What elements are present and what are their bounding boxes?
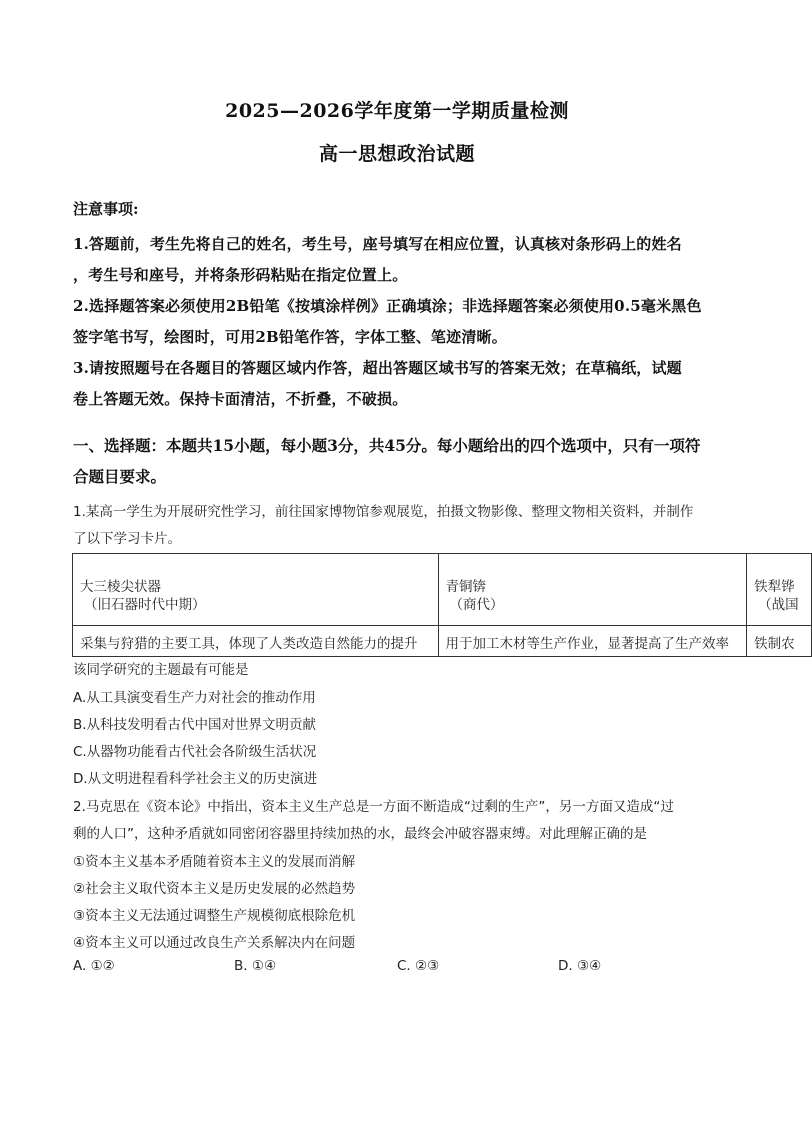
- question-1-stem: 1.某高一学生为开展研究性学习，前往国家博物馆参观展览，拍摄文物影像、整理文物相关资料，并制作: [73, 504, 694, 520]
- question-2-statement: ③资本主义无法通过调整生产规模彻底根除危机: [73, 908, 356, 924]
- table-cell: [73, 554, 439, 626]
- question-1-option-a: A.从工具演变看生产力对社会的推动作用: [73, 690, 316, 706]
- artifact-name: 青铜锛: [445, 579, 487, 595]
- study-card-table: [72, 553, 812, 657]
- artifact-description: 用于加工木材等生产作业，显著提高了生产效率: [438, 626, 747, 657]
- exam-title: 2025—2026学年度第一学期质量检测: [225, 100, 569, 122]
- question-2-stem-cont: 剩的人口”，这种矛盾就如同密闭容器里持续加热的水，最终会冲破容器束缚。对此理解正确的是: [73, 826, 647, 842]
- question-2-option-d: D. ③④: [558, 958, 602, 974]
- notice-line: ，考生号和座号，并将条形码粘贴在指定位置上。: [73, 266, 408, 284]
- question-2-option-b: B. ①④: [234, 958, 277, 974]
- question-2-statement: ②社会主义取代资本主义是历史发展的必然趋势: [73, 881, 356, 897]
- notice-heading: 注意事项:: [73, 200, 139, 218]
- notice-line: 1.答题前，考生先将自己的姓名，考生号，座号填写在相应位置，认真核对条形码上的姓名: [73, 235, 682, 253]
- artifact-era: （战国: [758, 597, 799, 613]
- table-row: [73, 554, 812, 626]
- question-1-stem-cont: 了以下学习卡片。: [73, 531, 181, 547]
- question-2-option-c: C. ②③: [397, 958, 440, 974]
- section-heading: 一、选择题：本题共15小题，每小题3分，共45分。每小题给出的四个选项中，只有一项符: [73, 436, 701, 455]
- table-cell: [747, 554, 812, 626]
- question-2-statement: ①资本主义基本矛盾随着资本主义的发展而消解: [73, 854, 356, 870]
- question-1-option-c: C.从器物功能看古代社会各阶级生活状况: [73, 744, 317, 760]
- artifact-name: 大三棱尖状器: [80, 579, 161, 595]
- artifact-era: （商代）: [449, 597, 504, 613]
- question-2-stem: 2.马克思在《资本论》中指出，资本主义生产总是一方面不断造成“过剩的生产”，另一方面又造成“过: [73, 799, 674, 815]
- artifact-description: 铁制农: [747, 626, 812, 657]
- question-1-option-b: B.从科技发明看古代中国对世界文明贡献: [73, 717, 317, 733]
- artifact-description: 采集与狩猎的主要工具，体现了人类改造自然能力的提升: [73, 626, 439, 657]
- question-2-statement: ④资本主义可以通过改良生产关系解决内在问题: [73, 935, 356, 951]
- section-heading-cont: 合题目要求。: [73, 467, 167, 486]
- notice-line: 2.选择题答案必须使用2B铅笔《按填涂样例》正确填涂；非选择题答案必须使用0.5毫米黑色: [73, 297, 702, 315]
- notice-line: 3.请按照题号在各题目的答题区域内作答，超出答题区域书写的答案无效；在草稿纸，试题: [73, 359, 682, 377]
- notice-line: 签字笔书写，绘图时，可用2B铅笔作答，字体工整、笔迹清晰。: [73, 328, 507, 346]
- artifact-era: （旧石器时代中期）: [84, 597, 206, 613]
- artifact-name: 铁犁铧: [754, 579, 795, 595]
- question-2-option-a: A. ①②: [73, 958, 115, 974]
- table-row: [73, 626, 812, 657]
- question-1-option-d: D.从文明进程看科学社会主义的历史演进: [73, 771, 318, 787]
- question-1-prompt: 该同学研究的主题最有可能是: [73, 662, 249, 678]
- table-cell: [438, 554, 747, 626]
- notice-line: 卷上答题无效。保持卡面清洁，不折叠，不破损。: [73, 390, 408, 408]
- exam-subtitle: 高一思想政治试题: [318, 143, 475, 165]
